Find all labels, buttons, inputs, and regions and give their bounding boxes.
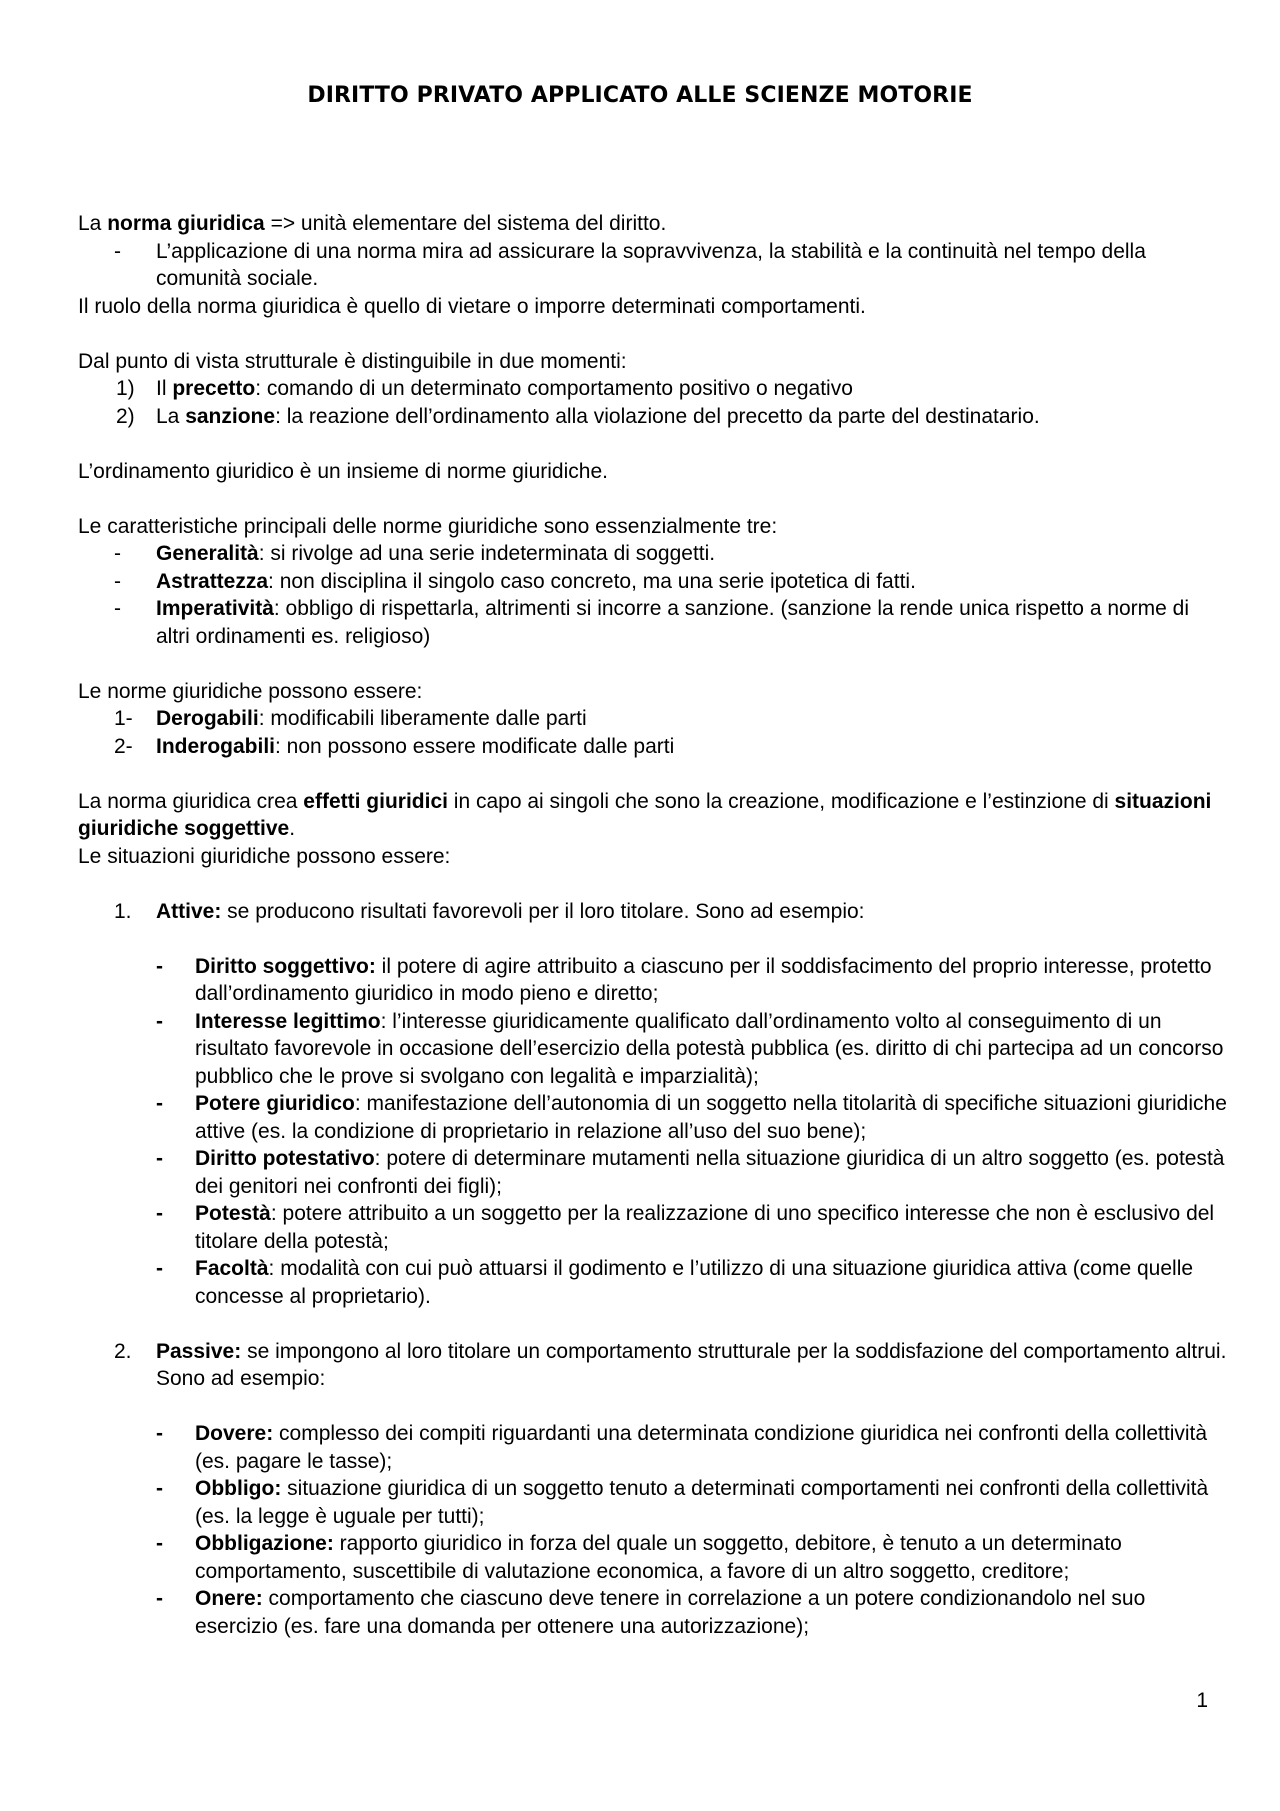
active-term: Potestà bbox=[195, 1202, 271, 1225]
effects-lead: Le situazioni giuridiche possono essere: bbox=[78, 844, 451, 868]
bullet-marker: - bbox=[114, 239, 121, 263]
situation-text: se producono risultati favorevoli per il loro titolare. Sono ad esempio: bbox=[221, 899, 865, 923]
passive-term: Onere: bbox=[195, 1587, 263, 1610]
active-item bbox=[78, 1090, 1228, 1145]
feature-item bbox=[78, 568, 1228, 596]
bullet-marker: - bbox=[156, 1147, 163, 1170]
structure-item-pre: Il bbox=[156, 377, 173, 400]
active-item bbox=[78, 1145, 1228, 1200]
type-term: Derogabili bbox=[156, 707, 259, 730]
type-term: Inderogabili bbox=[156, 734, 276, 758]
list-marker: 2) bbox=[116, 404, 135, 428]
page-title: DIRITTO PRIVATO APPLICATO ALLE SCIENZE MOTORIE bbox=[307, 83, 973, 108]
active-text: : potere di determinare mutamenti nella situazione giuridica di un altro soggetto (es. potestà dei genitori nei confronti dei figli); bbox=[195, 1147, 1225, 1198]
situation-term: Passive: bbox=[156, 1339, 242, 1363]
role-paragraph: Il ruolo della norma giuridica è quello di vietare o imporre determinati comportamenti. bbox=[78, 294, 866, 318]
structure-item-pre: La bbox=[156, 404, 186, 428]
bullet-marker: - bbox=[156, 954, 163, 978]
passive-item bbox=[78, 1420, 1228, 1475]
passive-item bbox=[78, 1475, 1228, 1530]
structure-item-text: : comando di un determinato comportamento positivo o negativo bbox=[255, 377, 853, 400]
structure-item-term: sanzione bbox=[185, 404, 276, 428]
active-item bbox=[78, 1255, 1228, 1310]
active-text: : modalità con cui può attuarsi il godimento e l’utilizzo di una situazione giuridica attiva (come quelle concesse al proprietario). bbox=[195, 1257, 1194, 1308]
list-marker: 1. bbox=[114, 899, 132, 923]
structure-item-text: : la reazione dell’ordinamento alla violazione del precetto da parte del destinatario. bbox=[275, 404, 1040, 428]
document-body bbox=[78, 210, 1228, 1640]
page-number: 1 bbox=[1196, 1689, 1208, 1712]
types-lead: Le norme giuridiche possono essere: bbox=[78, 679, 423, 703]
bullet-marker: - bbox=[156, 1532, 163, 1555]
bullet-marker: - bbox=[114, 542, 121, 565]
active-text: : manifestazione dell’autonomia di un soggetto nella titolarità di specifiche situazioni giuridiche attive (es. la condizione di proprietario in relazione all’uso del suo bene); bbox=[195, 1092, 1227, 1143]
active-term: Diritto potestativo bbox=[195, 1147, 375, 1170]
feature-text: : non disciplina il singolo caso concreto, ma una serie ipotetica di fatti. bbox=[268, 569, 916, 593]
list-marker: 1) bbox=[116, 377, 135, 400]
bullet-marker: - bbox=[156, 1587, 163, 1610]
active-item bbox=[78, 1008, 1228, 1091]
situation-term: Attive: bbox=[156, 899, 222, 923]
passive-text: situazione giuridica di un soggetto tenuto a determinati comportamenti nei confronti della collettività (es. la legge è uguale per tutti); bbox=[195, 1477, 1209, 1528]
structure-item bbox=[78, 403, 1228, 431]
active-item bbox=[78, 1200, 1228, 1255]
feature-term: Astrattezza bbox=[156, 569, 269, 593]
active-text: il potere di agire attribuito a ciascuno per il soddisfacimento del proprio interesse, protetto dall’ordinamento giuridico in modo pieno e diretto; bbox=[195, 954, 1212, 1005]
intro-paragraph bbox=[78, 210, 1228, 238]
bullet-marker: - bbox=[156, 1257, 163, 1280]
passive-text: complesso dei compiti riguardanti una determinata condizione giuridica nei confronti della collettività (es. pagare le tasse); bbox=[195, 1422, 1208, 1473]
intro-prefix: La bbox=[78, 212, 108, 235]
intro-bullet bbox=[78, 238, 1228, 293]
bullet-marker: - bbox=[156, 1422, 163, 1445]
effects-text: . bbox=[289, 817, 296, 840]
active-term: Facoltà bbox=[195, 1257, 269, 1280]
bullet-marker: - bbox=[156, 1202, 163, 1225]
passive-term: Obbligo: bbox=[195, 1477, 282, 1500]
effects-text: in capo ai singoli che sono la creazione, modificazione e l’estinzione di bbox=[447, 789, 1115, 813]
feature-term: Generalità bbox=[156, 542, 259, 565]
effects-paragraph bbox=[78, 788, 1228, 843]
effects-text: La norma giuridica crea bbox=[78, 789, 304, 813]
ordinamento-paragraph: L’ordinamento giuridico è un insieme di norme giuridiche. bbox=[78, 459, 608, 483]
type-item bbox=[78, 733, 1228, 761]
active-term: Interesse legittimo bbox=[195, 1009, 381, 1033]
type-text: : modificabili liberamente dalle parti bbox=[258, 707, 587, 730]
passive-item bbox=[78, 1585, 1228, 1640]
feature-item bbox=[78, 595, 1228, 650]
active-term: Diritto soggettivo: bbox=[195, 954, 376, 978]
active-term: Potere giuridico bbox=[195, 1092, 355, 1115]
feature-term: Imperatività bbox=[156, 597, 274, 620]
intro-rest: => unità elementare del sistema del diritto. bbox=[264, 212, 667, 235]
situation-heading-active bbox=[78, 898, 1228, 926]
situation-heading-passive bbox=[78, 1338, 1228, 1393]
list-marker: 1- bbox=[114, 707, 133, 730]
bullet-marker: - bbox=[156, 1009, 163, 1033]
active-text: : l’interesse giuridicamente qualificato dall’ordinamento volto al conseguimento di un risultato favorevole in occasione dell’esercizio della potestà pubblica (es. diritto di chi partecipa ad un concorso pubblico che le prove si svolgano con legalità e imparzialità); bbox=[195, 1009, 1224, 1088]
situation-text: se impongono al loro titolare un comportamento strutturale per la soddisfazione del comportamento altrui. Sono ad esempio: bbox=[156, 1339, 1227, 1390]
bullet-marker: - bbox=[156, 1092, 163, 1115]
active-text: : potere attribuito a un soggetto per la realizzazione di uno specifico interesse che non è esclusivo del titolare della potestà; bbox=[195, 1202, 1215, 1253]
intro-bullet-text: L’applicazione di una norma mira ad assicurare la sopravvivenza, la stabilità e la continuità nel tempo della comunità sociale. bbox=[156, 239, 1146, 290]
list-marker: 2. bbox=[114, 1339, 132, 1363]
active-item bbox=[78, 953, 1228, 1008]
passive-item bbox=[78, 1530, 1228, 1585]
feature-text: : obbligo di rispettarla, altrimenti si incorre a sanzione. (sanzione la rende unica rispetto a norme di altri ordinamenti es. religioso) bbox=[156, 597, 1190, 648]
structure-item bbox=[78, 375, 1228, 403]
effects-term: effetti giuridici bbox=[303, 789, 448, 813]
passive-term: Obbligazione: bbox=[195, 1532, 334, 1555]
features-lead: Le caratteristiche principali delle norme giuridiche sono essenzialmente tre: bbox=[78, 514, 778, 538]
type-item bbox=[78, 705, 1228, 733]
passive-term: Dovere: bbox=[195, 1422, 274, 1445]
passive-text: rapporto giuridico in forza del quale un soggetto, debitore, è tenuto a un determinato comportamento, suscettibile di valutazione economica, a favore di un altro soggetto, creditore; bbox=[195, 1532, 1122, 1583]
feature-item bbox=[78, 540, 1228, 568]
list-marker: 2- bbox=[114, 734, 133, 758]
structure-lead: Dal punto di vista strutturale è distinguibile in due momenti: bbox=[78, 349, 627, 373]
intro-term: norma giuridica bbox=[107, 212, 265, 235]
bullet-marker: - bbox=[114, 597, 121, 620]
structure-item-term: precetto bbox=[172, 377, 256, 400]
bullet-marker: - bbox=[114, 569, 121, 593]
effects-term: situazioni giuridiche soggettive bbox=[78, 789, 1212, 840]
passive-text: comportamento che ciascuno deve tenere in correlazione a un potere condizionandolo nel suo esercizio (es. fare una domanda per ottenere una autorizzazione); bbox=[195, 1587, 1146, 1638]
bullet-marker: - bbox=[156, 1477, 163, 1500]
feature-text: : si rivolge ad una serie indeterminata di soggetti. bbox=[258, 542, 716, 565]
type-text: : non possono essere modificate dalle parti bbox=[275, 734, 675, 758]
